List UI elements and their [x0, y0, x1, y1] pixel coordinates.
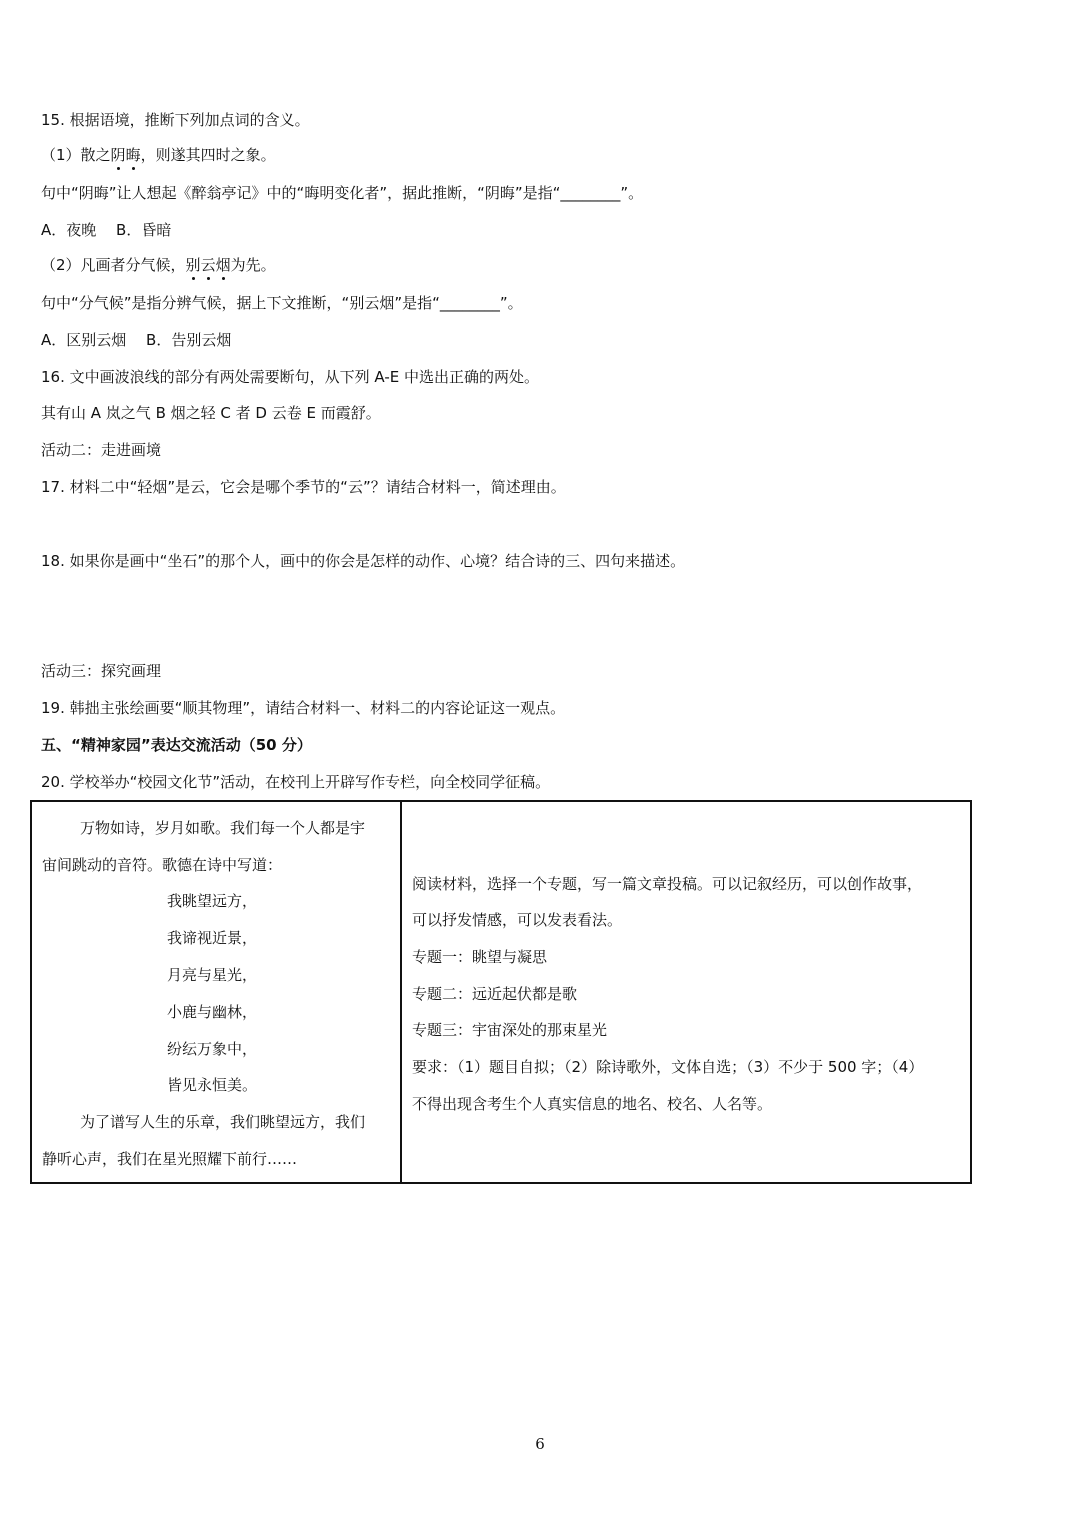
page-number: 6: [535, 1435, 545, 1453]
dotted-char: 别: [185, 256, 201, 274]
topic-1: 专题一：眺望与凝思: [412, 948, 548, 966]
q18: 18. 如果你是画中“坐石”的那个人，画中的你会是怎样的动作、心境？结合诗的三、四句来描述。: [41, 552, 686, 570]
dotted-char: 阴: [110, 146, 126, 164]
dotted-char: 云: [200, 256, 216, 274]
q17: 17. 材料二中“轻烟”是云，它会是哪个季节的“云”？请结合材料一，简述理由。: [41, 478, 566, 496]
q15-part1-question: 句中“阴晦”让人想起《醉翁亭记》中的“晦明变化者”，据此推断，“阴晦”是指“________”。: [41, 184, 644, 202]
topic-3: 专题三：宇宙深处的那束星光: [412, 1021, 608, 1039]
writing-prompt-table: [30, 800, 972, 1184]
poem-line: 小鹿与幽林，: [167, 1003, 258, 1021]
poem-line: 纷纭万象中，: [167, 1040, 258, 1058]
dotted-char: 晦: [125, 146, 141, 164]
instructions-cell: [401, 801, 971, 1183]
q16-sentence: 其有山 A 岚之气 B 烟之轻 C 者 D 云卷 E 而霞舒。: [41, 404, 381, 422]
material-line: 为了谱写人生的乐章，我们眺望远方，我们: [80, 1113, 366, 1131]
activity3-heading: 活动三：探究画理: [41, 662, 162, 680]
activity2-heading: 活动二：走进画境: [41, 441, 162, 459]
material-line: 万物如诗，岁月如歌。我们每一个人都是宇: [80, 819, 366, 837]
q20: 20. 学校举办“校园文化节”活动，在校刊上开辟写作专栏，向全校同学征稿。: [41, 773, 551, 791]
q15-part2-question: 句中“分气候”是指分辨气候，据上下文推断，“别云烟”是指“________”。: [41, 294, 523, 312]
q19: 19. 韩拙主张绘画要“顺其物理”，请结合材料一、材料二的内容论证这一观点。: [41, 699, 566, 717]
instruction-line: 阅读材料，选择一个专题，写一篇文章投稿。可以记叙经历，可以创作故事，: [412, 875, 923, 893]
topic-2: 专题二：远近起伏都是歌: [412, 985, 578, 1003]
q15-part2: （2）凡画者分气候，别云烟为先。: [41, 256, 276, 274]
material-line: 宙间跳动的音符。歌德在诗中写道：: [42, 856, 283, 874]
q15-part1: （1）散之阴晦，则遂其四时之象。: [41, 146, 276, 164]
q15-part2-options: A．区别云烟 B．告别云烟: [41, 331, 232, 349]
poem-line: 月亮与星光，: [167, 966, 258, 984]
requirements-line: 不得出现含考生个人真实信息的地名、校名、人名等。: [412, 1095, 773, 1113]
q15-title: 15. 根据语境，推断下列加点词的含义。: [41, 111, 310, 129]
material-cell: [31, 801, 401, 1183]
poem-line: 我谛视近景，: [167, 929, 258, 947]
q15-part1-options: A．夜晚 B．昏暗: [41, 221, 172, 239]
poem-line: 我眺望远方，: [167, 892, 258, 910]
requirements-line: 要求：（1）题目自拟；（2）除诗歌外，文体自选；（3）不少于 500 字；（4）: [412, 1058, 924, 1076]
section5-heading: 五、“精神家园”表达交流活动（50 分）: [41, 736, 312, 754]
q16-title: 16. 文中画波浪线的部分有两处需要断句，从下列 A-E 中选出正确的两处。: [41, 368, 539, 386]
instruction-line: 可以抒发情感，可以发表看法。: [412, 911, 623, 929]
material-line: 静听心声，我们在星光照耀下前行……: [42, 1150, 298, 1168]
poem-line: 皆见永恒美。: [167, 1076, 258, 1094]
dotted-char: 烟: [215, 256, 231, 274]
